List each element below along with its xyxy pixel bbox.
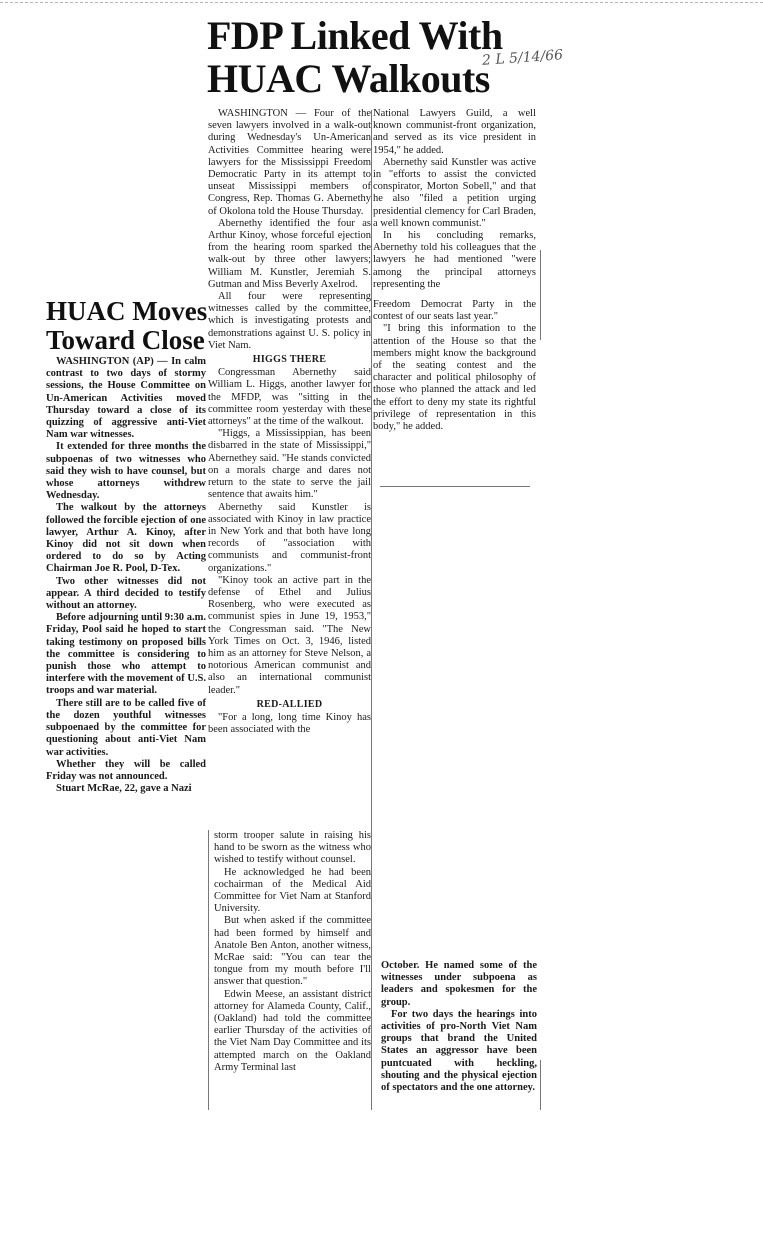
paragraph: "I bring this information to the attention of the House so that the members might know the background of the seating contest and the character and political philosophy of those who planned the attack and led the effort to deny my state its rightful privilege of representation in this body," he added. bbox=[373, 323, 536, 433]
side-article-end bbox=[381, 960, 537, 1094]
paragraph: Two other witnesses did not appear. A third decided to testify without an attorney. bbox=[46, 575, 206, 612]
side-article-body bbox=[46, 356, 206, 795]
main-article-column-1 bbox=[208, 108, 371, 736]
paragraph: Abernethy said Kunstler is associated with Kinoy in law practice in New York and that both have long records of "association with communists and communist-front organizations." bbox=[208, 501, 371, 574]
paragraph: National Lawyers Guild, a well known communist-front organization, and served as its vice president in 1954," he added. bbox=[373, 108, 536, 156]
subhead-higgs-there: HIGGS THERE bbox=[252, 354, 327, 366]
paragraph: "Kinoy took an active part in the defense of Ethel and Julius Rosenberg, who were executed as communist spies in June 19, 1953," the Congressman said. "The New York Times on Oct. 3, 1946, listed him as an attorney for Steve Nelson, a notorious American communist and also an international communist leader." bbox=[208, 574, 371, 696]
paragraph: All four were representing witnesses called by the committee, which is investigating protests and demonstrations against U. S. policy in Viet Nam. bbox=[208, 291, 371, 351]
paragraph: "For a long, long time Kinoy has been associated with the bbox=[208, 711, 371, 736]
column-rule bbox=[371, 110, 372, 1110]
paragraph: storm trooper salute in raising his hand to be sworn as the witness who wished to testify without counsel. bbox=[214, 830, 371, 866]
paragraph: The walkout by the attorneys followed the forcible ejection of one lawyer, Arthur A. Kinoy, after Kinoy did not sit down when ordered to do so by Acting Chairman Joe R. Pool, D-Tex. bbox=[46, 502, 206, 575]
column-rule bbox=[540, 1060, 541, 1110]
paragraph: For two days the hearings into activities of pro-North Viet Nam groups that brand the United States an aggressor have been puntcuated with heckling, shouting and the physical ejection of spectators and the one attorney. bbox=[381, 1008, 537, 1094]
side-article-continued bbox=[214, 830, 371, 1074]
paragraph: Freedom Democrat Party in the contest of our seats last year." bbox=[373, 299, 536, 323]
paragraph: Before adjourning until 9:30 a.m. Friday, Pool said he hoped to start taking testimony on proposed bills the committee is considering to punish those who attempt to interfere with the movement of U.S. troops and war material. bbox=[46, 612, 206, 697]
side-article-headline bbox=[46, 297, 208, 355]
column-rule bbox=[208, 830, 209, 1110]
subhead-red-allied: RED-ALLIED bbox=[256, 698, 323, 710]
paragraph: In his concluding remarks, Abernethy told his colleagues that the lawyers he had mentioned "were among the principal attorneys representing the bbox=[373, 230, 536, 290]
paragraph: Abernethy said Kunstler was active in "efforts to assist the convicted conspirator, Morton Sobell," and that he also "filed a petition urging presidential clemency for Carl Braden, a well known communist." bbox=[373, 156, 536, 229]
paragraph: Abernethy identified the four as Arthur Kinoy, whose forceful ejection from the hearing room sparked the walk-out by three other lawyers; William M. Kunstler, Jeremiah S. Gutman and Miss Beverly Axelrod. bbox=[208, 217, 371, 290]
paragraph: He acknowledged he had been cochairman of the Medical Aid Committee for Viet Nam at Stanford University. bbox=[214, 866, 371, 915]
paragraph: There still are to be called five of the dozen youthful witnesses subpoenaed by the committee for questioning about anti-Viet Nam war activities. bbox=[46, 697, 206, 758]
paragraph: Whether they will be called Friday was not announced. bbox=[46, 758, 206, 782]
headline-line-1: FDP Linked With bbox=[207, 13, 503, 58]
paragraph: Stuart McRae, 22, gave a Nazi bbox=[56, 783, 192, 795]
column-rule bbox=[540, 250, 541, 340]
column-end-rule bbox=[380, 486, 530, 487]
clipping-border bbox=[0, 2, 763, 3]
main-article-column-2 bbox=[373, 108, 536, 433]
paragraph: Edwin Meese, an assistant district attorney for Alameda County, Calif., (Oakland) had told the committee earlier Thursday of the activities of the Viet Nam Day Committee and its attempted march on the Oakland Army Terminal last bbox=[214, 988, 371, 1073]
paragraph: "Higgs, a Mississippian, has been disbarred in the state of Mississippi," Abernethey said. "He stands convicted on a morals charge and dares not return to the state to serve the jail sentence that awaits him." bbox=[208, 428, 371, 501]
paragraph: Congressman Abernethy said William L. Higgs, another lawyer for the MFDP, was "sitting in the committee room yesterday with these attorneys" at the time of the walkout. bbox=[208, 367, 371, 428]
side-headline-line-2: Toward Close bbox=[46, 325, 205, 355]
paragraph: WASHINGTON (AP) — In calm contrast to two days of stormy sessions, the House Committee on Un-American Activities moved Thursday toward a close of its quizzing of aggressive anti-Viet Nam war witnesses. bbox=[46, 356, 206, 441]
paragraph: But when asked if the committee had been formed by himself and Anatole Ben Anton, another witness, McRae said: "You can tear the tongue from my mouth before I'll answer that question." bbox=[214, 915, 371, 988]
headline-line-2: HUAC Walkouts bbox=[207, 56, 490, 101]
paragraph: It extended for three months the subpoenas of two witnesses who said they wish to have counsel, but whose attorneys withdrew Wednesday. bbox=[46, 441, 206, 502]
paragraph: October. He named some of the witnesses under subpoena as leaders and spokesmen for the group. bbox=[381, 960, 537, 1008]
side-headline-line-1: HUAC Moves bbox=[46, 296, 208, 326]
paragraph: WASHINGTON — Four of the seven lawyers involved in a walk-out during Wednesday's Un-American Activities Committee hearing were lawyers for the Mississippi Freedom Democratic Party in its attempt to unseat Mississippi members of Congress, Rep. Thomas G. Abernethy of Okolona told the House Thursday. bbox=[208, 108, 371, 217]
handwritten-date-note: 2 L 5/14/66 bbox=[481, 47, 564, 69]
